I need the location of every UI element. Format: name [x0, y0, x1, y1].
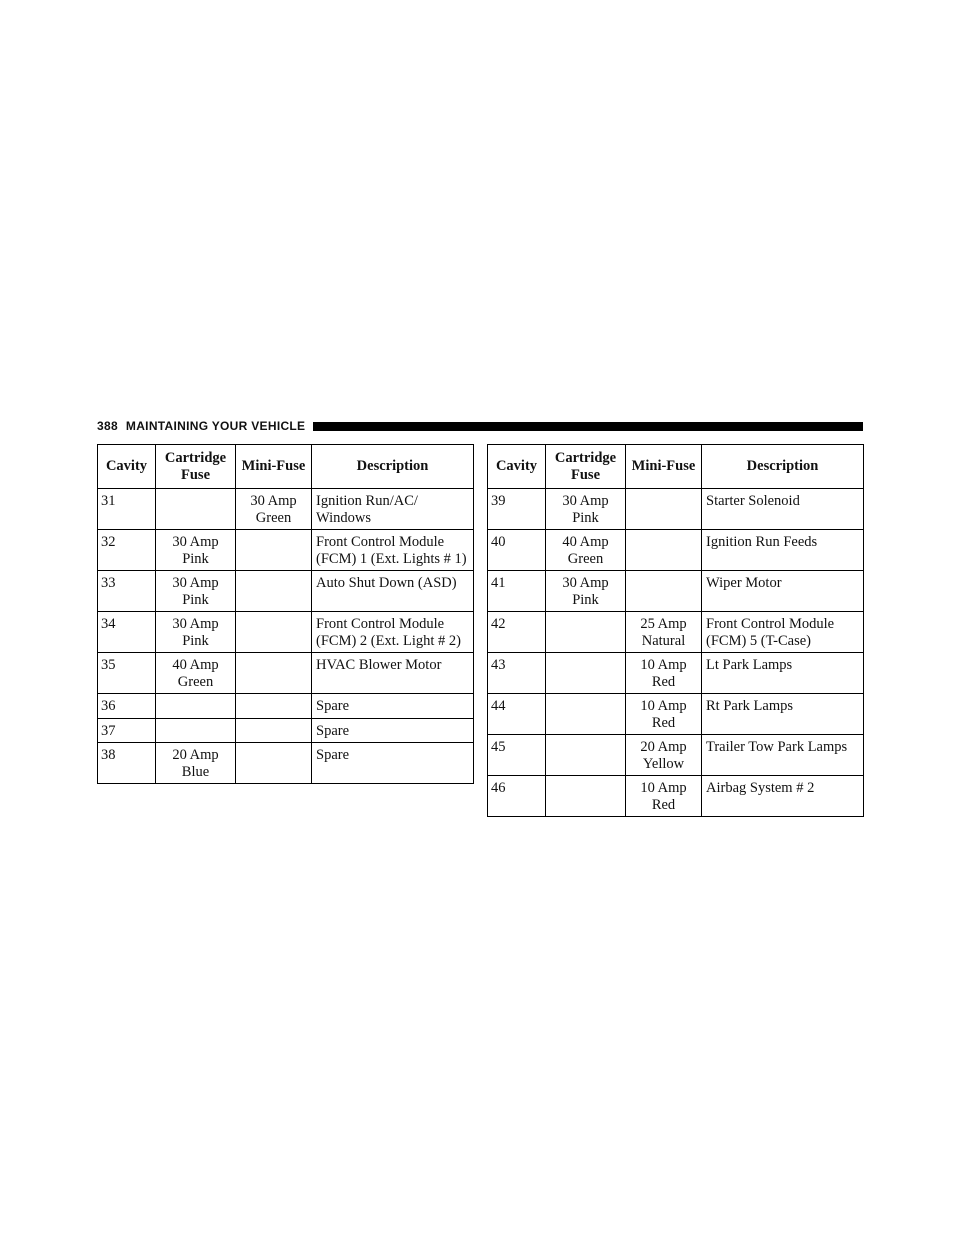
- mini-fuse-cell: [236, 653, 312, 694]
- description-cell: Ignition Run/AC/ Windows: [312, 489, 474, 530]
- cavity-cell: 40: [488, 530, 546, 571]
- cavity-cell: 37: [98, 718, 156, 743]
- table-row: [98, 653, 474, 694]
- cavity-cell: 42: [488, 612, 546, 653]
- page-header: [97, 418, 863, 434]
- cartridge-fuse-cell: [156, 694, 236, 719]
- cartridge-fuse-cell: 20 Amp Blue: [156, 743, 236, 784]
- cartridge-fuse-cell: 30 Amp Pink: [546, 571, 626, 612]
- mini-fuse-cell: 30 Amp Green: [236, 489, 312, 530]
- table-row: [98, 743, 474, 784]
- cavity-cell: 39: [488, 489, 546, 530]
- table-row: [98, 530, 474, 571]
- table-row: [488, 694, 864, 735]
- mini-fuse-cell: 25 Amp Natural: [626, 612, 702, 653]
- table-row: [98, 489, 474, 530]
- description-cell: Starter Solenoid: [702, 489, 864, 530]
- description-cell: Rt Park Lamps: [702, 694, 864, 735]
- cartridge-fuse-cell: [156, 718, 236, 743]
- cartridge-fuse-cell: 30 Amp Pink: [546, 489, 626, 530]
- cavity-cell: 36: [98, 694, 156, 719]
- header-rule: [313, 422, 863, 431]
- table-row: [98, 612, 474, 653]
- description-cell: Front Control Module (FCM) 2 (Ext. Light # 2): [312, 612, 474, 653]
- column-header-description: Description: [702, 445, 864, 489]
- table-header-row: [488, 445, 864, 489]
- column-header-cavity: Cavity: [488, 445, 546, 489]
- mini-fuse-cell: [236, 571, 312, 612]
- mini-fuse-cell: 20 Amp Yellow: [626, 735, 702, 776]
- description-cell: Front Control Module (FCM) 5 (T-Case): [702, 612, 864, 653]
- column-header-cartridge-fuse: Cartridge Fuse: [156, 445, 236, 489]
- mini-fuse-cell: [236, 530, 312, 571]
- column-header-description: Description: [312, 445, 474, 489]
- table-header-row: [98, 445, 474, 489]
- cavity-cell: 38: [98, 743, 156, 784]
- column-header-mini-fuse: Mini-Fuse: [626, 445, 702, 489]
- page-number: 388: [97, 419, 118, 433]
- description-cell: Lt Park Lamps: [702, 653, 864, 694]
- column-header-cartridge-fuse: Cartridge Fuse: [546, 445, 626, 489]
- table-row: [488, 612, 864, 653]
- table-row: [98, 718, 474, 743]
- table-row: [98, 694, 474, 719]
- cavity-cell: 32: [98, 530, 156, 571]
- cavity-cell: 43: [488, 653, 546, 694]
- description-cell: HVAC Blower Motor: [312, 653, 474, 694]
- cartridge-fuse-cell: [546, 653, 626, 694]
- cartridge-fuse-cell: 30 Amp Pink: [156, 612, 236, 653]
- fuse-table-right: [487, 444, 864, 817]
- table-row: [488, 776, 864, 817]
- cavity-cell: 34: [98, 612, 156, 653]
- cartridge-fuse-cell: [546, 612, 626, 653]
- mini-fuse-cell: 10 Amp Red: [626, 694, 702, 735]
- table-row: [488, 530, 864, 571]
- mini-fuse-cell: [236, 694, 312, 719]
- table-row: [488, 735, 864, 776]
- cavity-cell: 41: [488, 571, 546, 612]
- cartridge-fuse-cell: 40 Amp Green: [546, 530, 626, 571]
- cavity-cell: 33: [98, 571, 156, 612]
- cartridge-fuse-cell: 30 Amp Pink: [156, 571, 236, 612]
- description-cell: Airbag System # 2: [702, 776, 864, 817]
- cavity-cell: 44: [488, 694, 546, 735]
- mini-fuse-cell: [626, 571, 702, 612]
- mini-fuse-cell: [626, 530, 702, 571]
- table-row: [488, 653, 864, 694]
- column-header-mini-fuse: Mini-Fuse: [236, 445, 312, 489]
- cavity-cell: 46: [488, 776, 546, 817]
- description-cell: Spare: [312, 718, 474, 743]
- table-row: [488, 571, 864, 612]
- table-row: [98, 571, 474, 612]
- mini-fuse-cell: [236, 718, 312, 743]
- cartridge-fuse-cell: [546, 776, 626, 817]
- section-title: MAINTAINING YOUR VEHICLE: [125, 419, 306, 433]
- cavity-cell: 45: [488, 735, 546, 776]
- fuse-table-left-body: [98, 489, 474, 784]
- description-cell: Trailer Tow Park Lamps: [702, 735, 864, 776]
- description-cell: Ignition Run Feeds: [702, 530, 864, 571]
- cavity-cell: 35: [98, 653, 156, 694]
- description-cell: Auto Shut Down (ASD): [312, 571, 474, 612]
- mini-fuse-cell: [626, 489, 702, 530]
- mini-fuse-cell: 10 Amp Red: [626, 776, 702, 817]
- description-cell: Front Control Module (FCM) 1 (Ext. Lights # 1): [312, 530, 474, 571]
- description-cell: Spare: [312, 743, 474, 784]
- column-header-cavity: Cavity: [98, 445, 156, 489]
- cartridge-fuse-cell: 30 Amp Pink: [156, 530, 236, 571]
- fuse-table-left: [97, 444, 474, 784]
- cartridge-fuse-cell: 40 Amp Green: [156, 653, 236, 694]
- description-cell: Spare: [312, 694, 474, 719]
- mini-fuse-cell: 10 Amp Red: [626, 653, 702, 694]
- table-row: [488, 489, 864, 530]
- cartridge-fuse-cell: [546, 694, 626, 735]
- mini-fuse-cell: [236, 612, 312, 653]
- mini-fuse-cell: [236, 743, 312, 784]
- fuse-table-right-body: [488, 489, 864, 817]
- cavity-cell: 31: [98, 489, 156, 530]
- description-cell: Wiper Motor: [702, 571, 864, 612]
- cartridge-fuse-cell: [156, 489, 236, 530]
- cartridge-fuse-cell: [546, 735, 626, 776]
